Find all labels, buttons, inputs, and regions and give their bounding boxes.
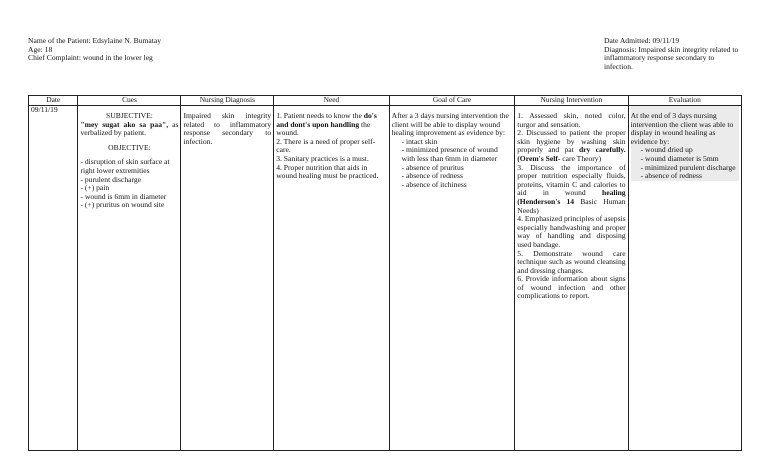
date-admitted: Date Admitted: 09/11/19 (604, 36, 680, 45)
intervention-2 (517, 129, 625, 163)
column-header-need: Need (274, 96, 389, 106)
patient-info-block (28, 37, 348, 63)
evaluation-list (631, 146, 739, 180)
need-cell (274, 106, 389, 451)
evaluation-item: - minimized purulent discharge (640, 162, 736, 172)
chief-complaint: Chief Complaint: wound in the lower leg (28, 53, 153, 63)
nursing-diagnosis-cell (181, 106, 274, 451)
goal-item: - absence of redness (401, 171, 463, 181)
cues-cell (78, 106, 181, 451)
objective-item: - (+) pain (80, 183, 110, 193)
evaluation-item: - wound diameter is 5mm (640, 153, 719, 163)
date-cell (29, 106, 78, 451)
diagnosis: Diagnosis: Impaired skin integrity related to inflammatory response secondary to infection. (604, 44, 739, 71)
goal-of-care-cell (389, 106, 515, 451)
subjective-heading: SUBJECTIVE: (106, 111, 153, 120)
objective-list (80, 158, 178, 210)
row-date: 09/11/19 (31, 105, 58, 114)
table-header-row (29, 96, 742, 106)
intervention-3-tail: Basic Human Needs) (517, 196, 626, 215)
column-header-cues: Cues (78, 96, 181, 106)
intervention-2-tail: care Theory) (560, 153, 602, 163)
objective-item: - wound is 6mm in diameter (80, 191, 167, 201)
goal-item: - absence of itchiness (401, 179, 467, 189)
intervention-4: 4. Emphasized principles of asepsis especially handwashing and proper way of handling and disposing used bandage. (517, 214, 626, 249)
column-header-nursing-diagnosis: Nursing Diagnosis (181, 96, 274, 106)
column-header-nursing-intervention: Nursing Intervention (515, 96, 628, 106)
evaluation-item: - absence of redness (640, 171, 702, 181)
nursing-care-plan-table (28, 95, 742, 451)
goal-list (392, 138, 513, 190)
subjective-quote: "mey sugat ako sa paa", (80, 119, 169, 129)
intervention-1: 1. Assessed skin, noted color, turgor and sensation. (517, 111, 626, 129)
need-item-1 (276, 106, 386, 138)
evaluation-item: - wound dried up (640, 145, 693, 155)
need-item-1-text: 1. Patient needs to know the (276, 111, 364, 120)
table-row (29, 106, 742, 451)
evaluation-block (631, 106, 739, 181)
evaluation-intro: At the end of 3 days nursing intervention the client was able to display in wound healing as evidence by: (630, 111, 734, 146)
need-item-3: 3. Sanitary practices is a must. (276, 153, 369, 163)
admission-info-block (604, 37, 744, 71)
objective-item: - disruption of skin surface at right lower extremities (80, 157, 170, 175)
intervention-6: 6. Provide information about signs of wound infection and other complications to report. (517, 274, 626, 301)
column-header-evaluation: Evaluation (628, 96, 741, 106)
subjective-tail: as verbalized by patient. (80, 119, 179, 138)
goal-item: - absence of pruritus (401, 162, 464, 172)
subjective-statement (80, 121, 178, 138)
need-item-2: 2. There is a need of proper self-care. (276, 136, 376, 155)
need-item-1-tail: the wound. (276, 119, 371, 138)
column-header-goal-of-care: Goal of Care (389, 96, 515, 106)
patient-name: Name of the Patient: Edsylaine N. Bumatay (28, 36, 162, 45)
intervention-3 (517, 164, 625, 216)
objective-item: - (+) pruritus on wound site (80, 200, 165, 210)
goal-item: - intact skin (401, 136, 438, 146)
nursing-diagnosis-text: Impaired skin integrity related to inflammatory response secondary to infection. (183, 111, 272, 146)
intervention-5: 5. Demonstrate wound care technique such as wound cleansing and dressing changes. (517, 248, 626, 275)
evaluation-cell (628, 106, 741, 451)
need-item-4: 4. Proper nutrition that aids in wound healing must be practiced. (276, 162, 379, 181)
intervention-2-emphasis: dry carefully. (Orem's Self- (517, 145, 626, 163)
goal-intro: After a 3 days nursing intervention the client will be able to display wound healing improvement as evidence by: (391, 111, 509, 138)
column-header-date: Date (29, 96, 78, 106)
intervention-3-text: 3. Discuss the importance of proper nutrition especially fluids, proteins, vitamin C and calories to aid in wound (517, 162, 626, 198)
intervention-2-text: 2. Discussed to patient the proper skin hygiene by washing skin properly and pat (517, 128, 626, 155)
need-item-1-emphasis: do's and dont's upon handling (276, 111, 377, 129)
intervention-3-emphasis: healing (Henderson's 14 (517, 188, 626, 206)
nursing-intervention-cell (515, 106, 628, 451)
objective-item: - purulent discharge (80, 174, 142, 184)
goal-item: - minimized presence of wound with less than 6mm in diameter (401, 145, 498, 163)
objective-heading: OBJECTIVE: (108, 142, 151, 152)
patient-age: Age: 18 (28, 44, 53, 54)
